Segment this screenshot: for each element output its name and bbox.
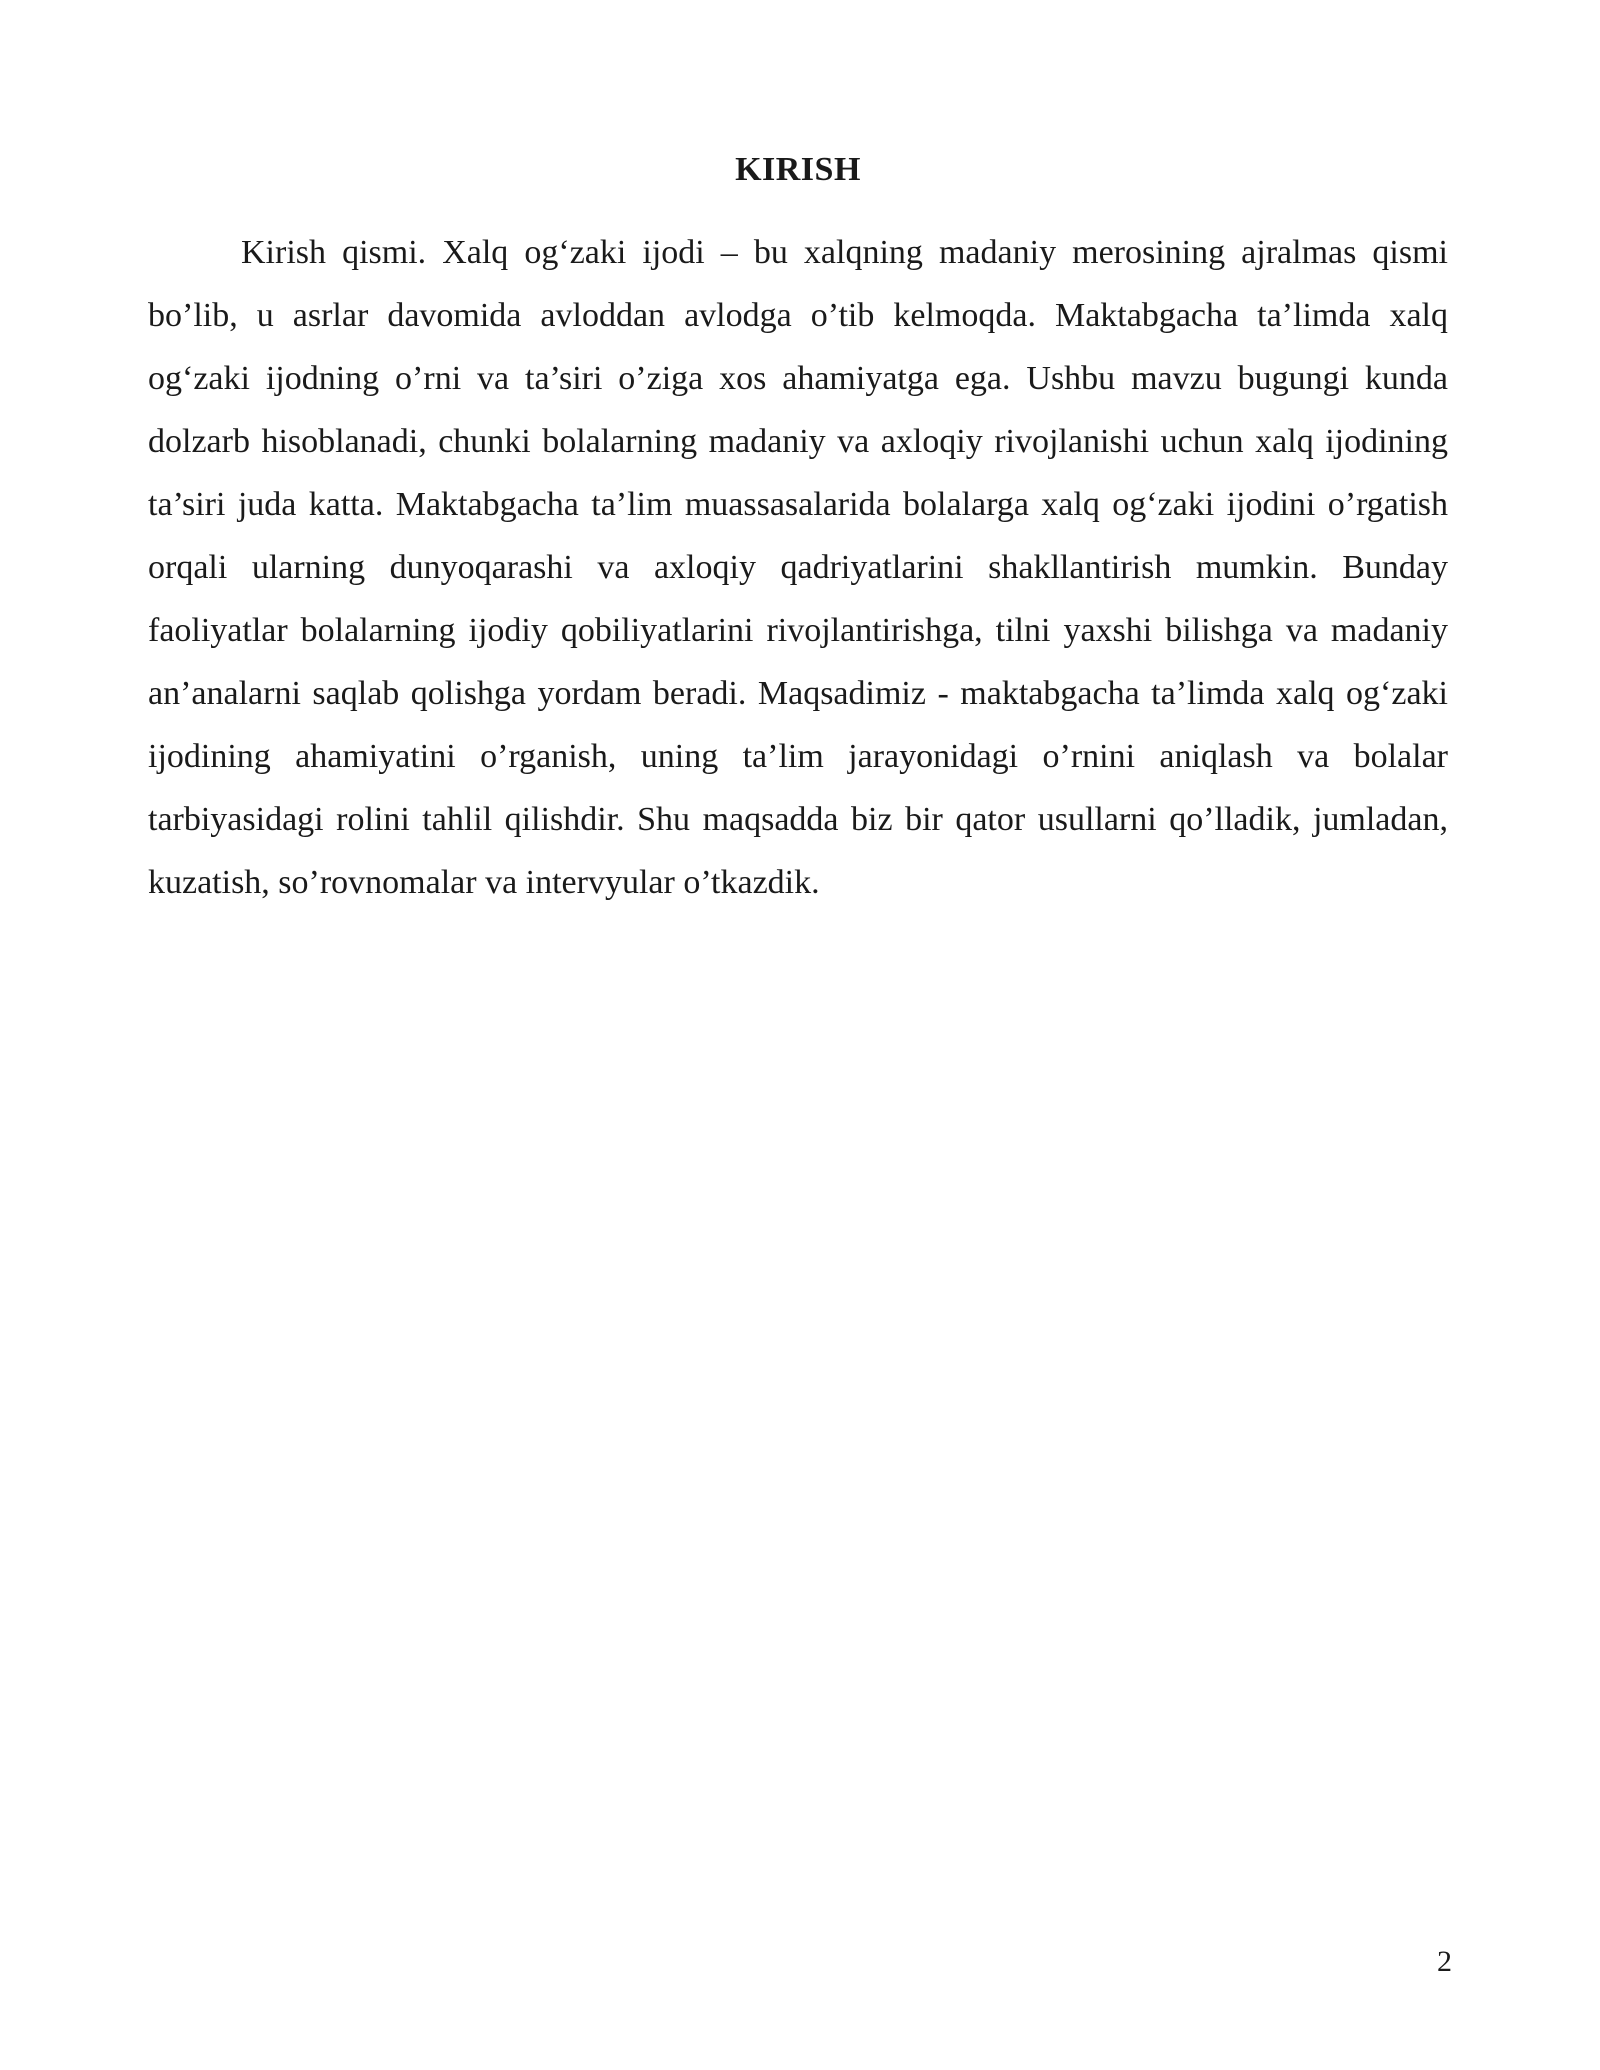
intro-paragraph: Kirish qismi. Xalq og‘zaki ijodi – bu xalqning madaniy merosining ajralmas qismi bo’lib, u asrlar davomida avloddan avlodga o’tib kelmoqda. Maktabgacha ta’limda xalq og‘zaki ijodning o’rni va ta’siri o’ziga xos ahamiyatga ega. Ushbu mavzu bugungi kunda dolzarb hisoblanadi, chunki bolalarning madaniy va axloqiy rivojlanishi uchun xalq ijodining ta’siri juda katta. Maktabgacha ta’lim muassasalarida bolalarga xalq og‘zaki ijodini o’rgatish orqali ularning dunyoqarashi va axloqiy qadriyatlarini shakllantirish mumkin. Bunday faoliyatlar bolalarning ijodiy qobiliyatlarini rivojlantirishga, tilni yaxshi bilishga va madaniy an’analarni saqlab qolishga yordam beradi. Maqsadimiz - maktabgacha ta’limda xalq og‘zaki ijodining ahamiyatini o’rganish, uning ta’lim jarayonidagi o’rnini aniqlash va bolalar tarbiyasidagi rolini tahlil qilishdir. Shu maqsadda biz bir qator usullarni qo’lladik, jumladan, kuzatish, so’rovnomalar va intervyular o’tkazdik. <box>148 234 1448 901</box>
section-heading: KIRISH <box>735 151 861 188</box>
page-number: 2 <box>1437 1945 1452 1978</box>
